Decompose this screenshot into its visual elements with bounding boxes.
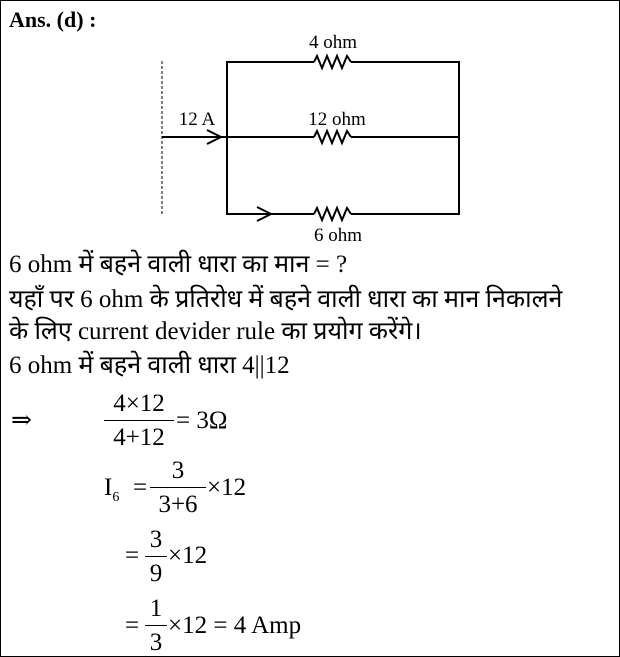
eq1-fraction (104, 391, 174, 450)
eq3-denominator: 9 (149, 560, 163, 587)
eq4-denominator: 3 (149, 629, 163, 656)
eq2-denominator: 3+6 (158, 491, 198, 518)
resistor-12ohm (314, 131, 351, 143)
eq4-fraction (145, 596, 167, 655)
eq3-tail: ×12 (168, 542, 208, 569)
answer-label: Ans. (d) : (9, 7, 97, 32)
explanation-line-1: यहाँ पर 6 ohm के प्रतिरोध में बहने वाली धारा का मान निकालने (9, 286, 563, 313)
eq3-fraction (145, 527, 167, 586)
eq1-result: = 3Ω (176, 407, 228, 434)
eq3-numerator: 3 (149, 526, 163, 553)
resistor-6ohm (314, 208, 351, 220)
question-line: 6 ohm में बहने वाली धारा का मान = ? (9, 251, 348, 278)
implies-symbol: ⇒ (11, 407, 32, 434)
i6-label: $I_6$ (104, 474, 120, 505)
eq1-denominator: 4+12 (113, 424, 165, 451)
circuit-diagram (1, 1, 620, 251)
eq2-equals: = (133, 474, 148, 501)
current-in-6ohm-line: 6 ohm में बहने वाली धारा 4||12 (9, 352, 290, 379)
label-12ohm: 12 ohm (308, 109, 366, 130)
eq3-equals: = (125, 542, 140, 569)
eq4-tail: ×12 = 4 Amp (168, 612, 302, 639)
eq2-tail: ×12 (207, 474, 247, 501)
eq4-numerator: 1 (149, 595, 163, 622)
label-4ohm: 4 ohm (308, 32, 358, 53)
eq2-numerator: 3 (171, 457, 185, 484)
eq4-equals: = (125, 612, 140, 639)
label-12A: 12 A (178, 109, 216, 130)
eq1-numerator: 4×12 (113, 390, 165, 417)
resistor-4ohm (314, 56, 351, 68)
eq2-fraction (150, 458, 206, 517)
label-6ohm: 6 ohm (313, 225, 363, 246)
explanation-line-2: के लिए current devider rule का प्रयोग करेंगे। (9, 318, 422, 345)
